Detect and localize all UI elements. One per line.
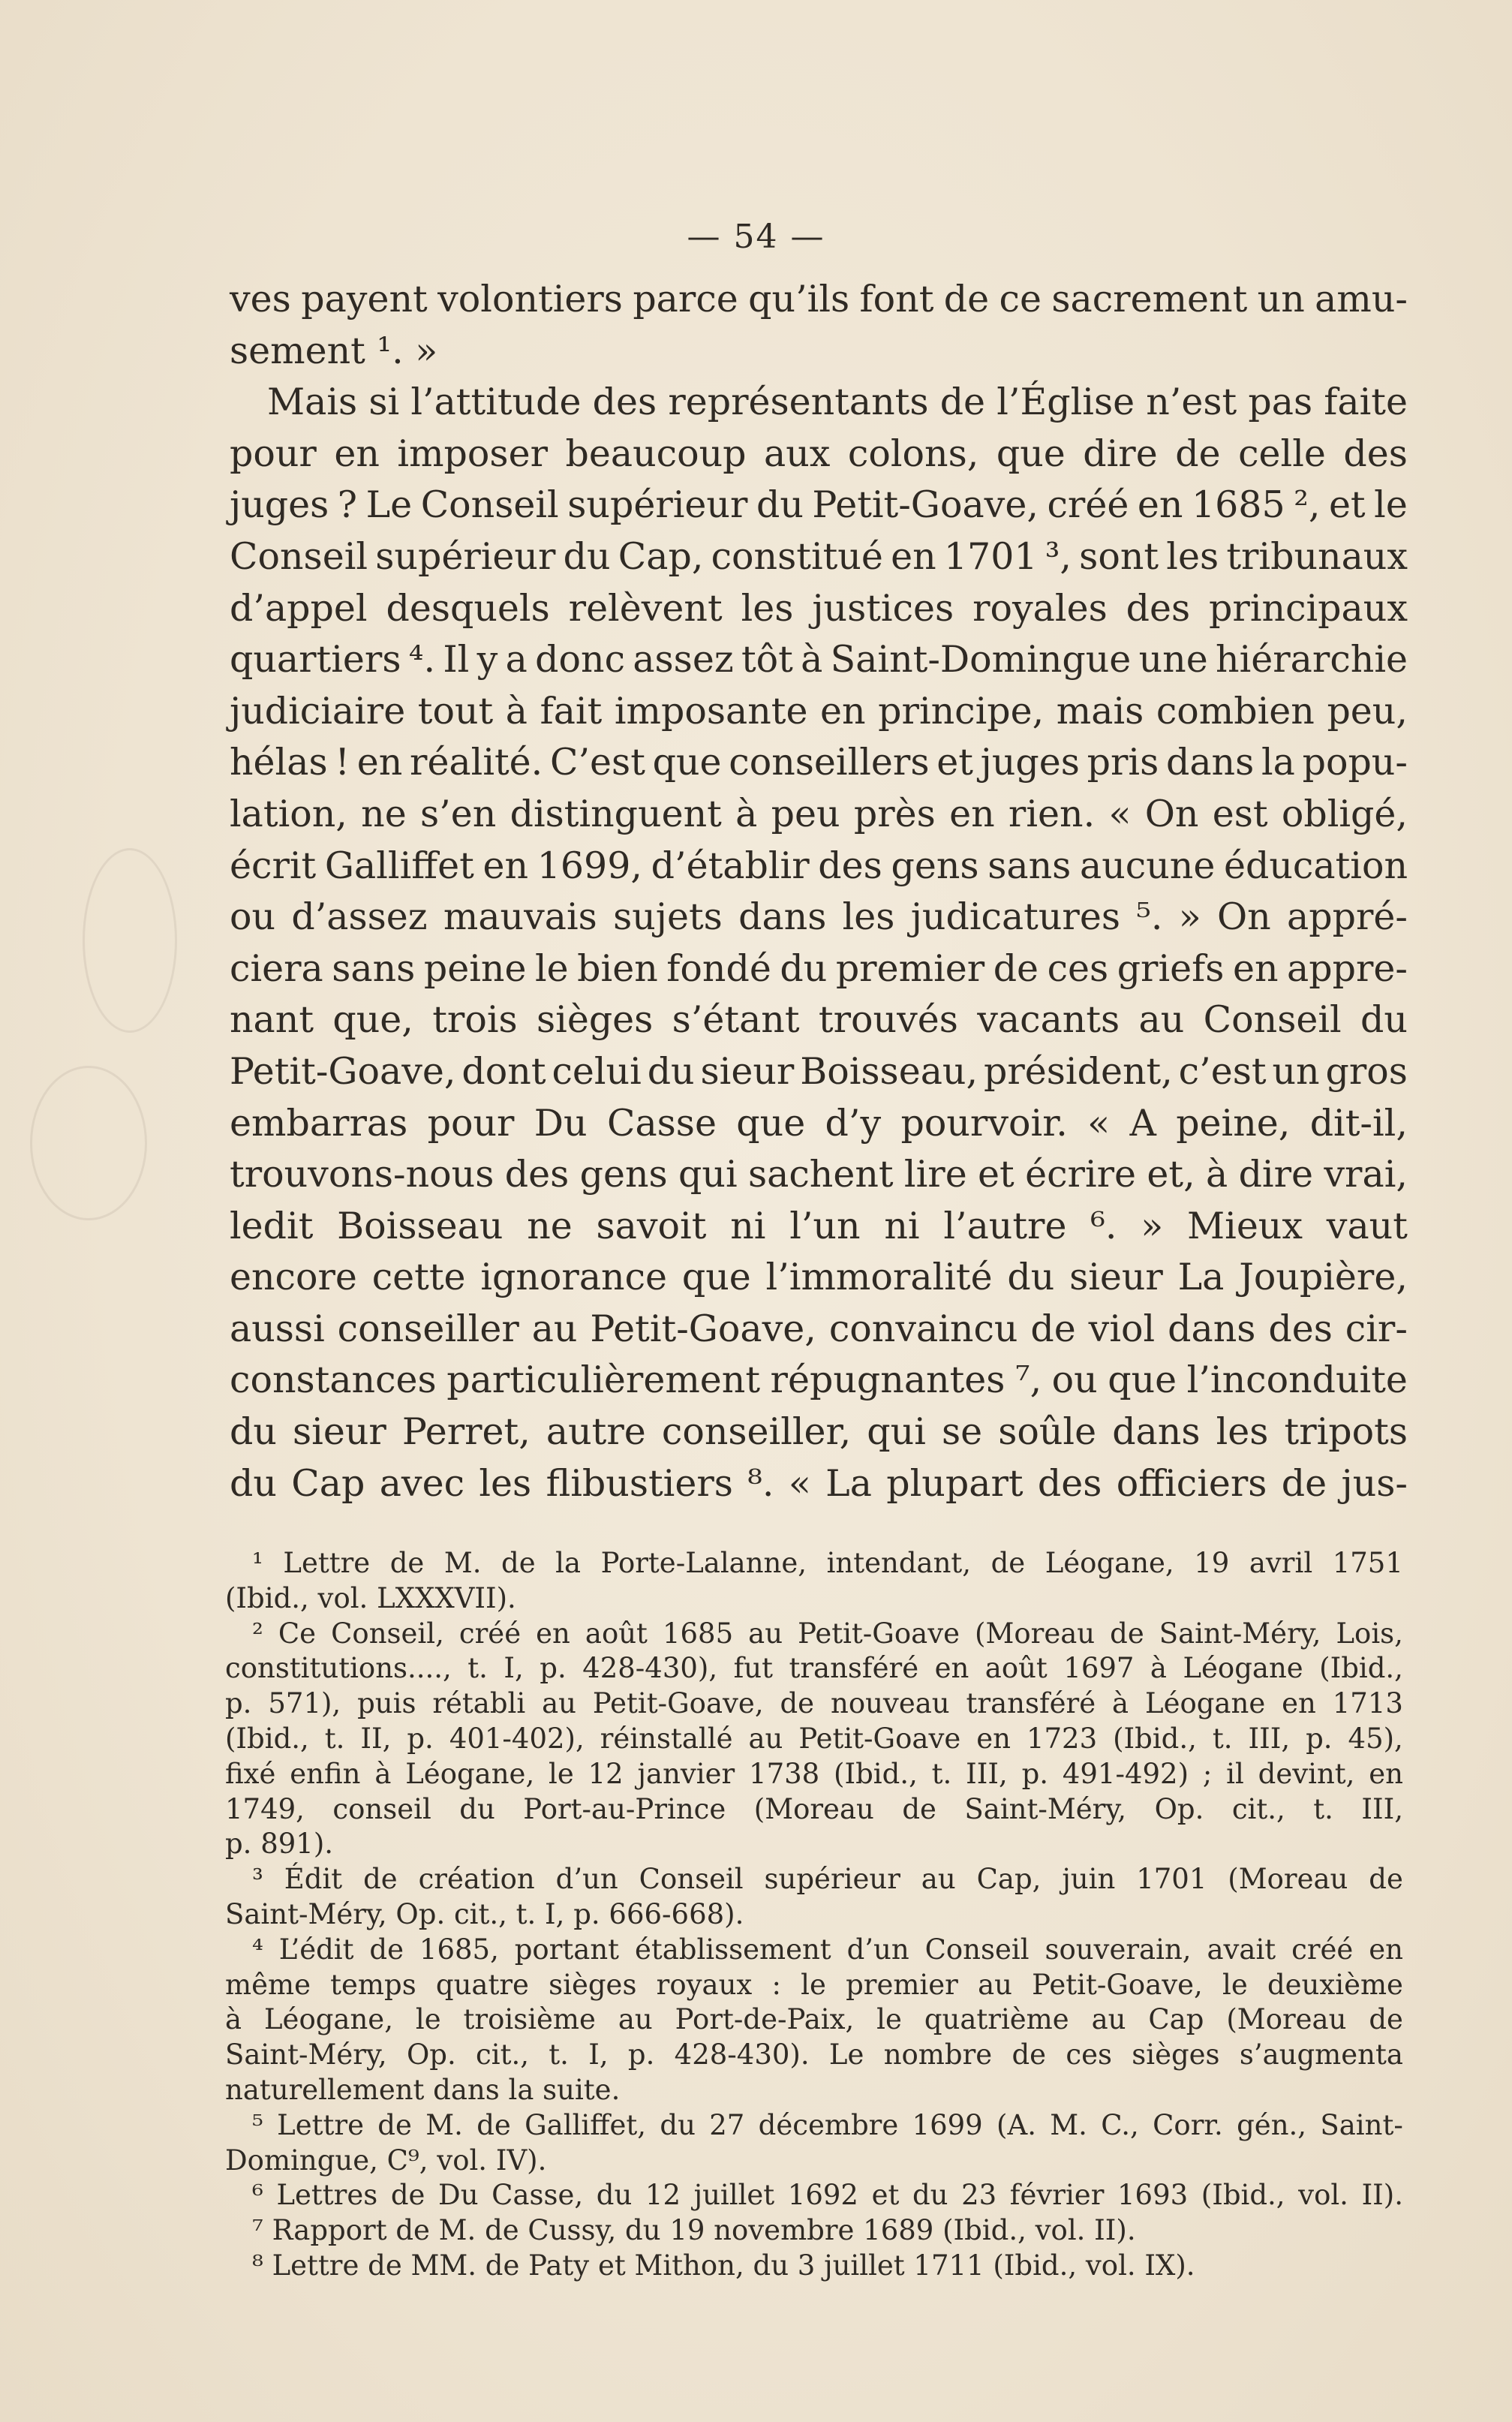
text-line: Petit-Goave, dont celui du sieur Boisseau, président, c’est un gros [230, 1049, 1408, 1093]
text-line: du sieur Perret, autre conseiller, qui se soûle dans les tripots [230, 1410, 1408, 1454]
footnote-line: ⁵ Lettre de M. de Galliffet, du 27 décembre 1699 (A. M. C., Corr. gén., Saint- [252, 2108, 1403, 2141]
page-number: — 54 — [687, 218, 825, 256]
footnote-line: (Ibid., vol. LXXXVII). [225, 1581, 516, 1614]
main-text [230, 274, 1408, 1509]
text-line: écrit Galliffet en 1699, d’établir des gens sans aucune éducation [230, 844, 1408, 887]
text-line: Mais si l’attitude des représentants de l’Église n’est pas faite [267, 381, 1408, 424]
footnote-line: Saint-Méry, Op. cit., t. I, p. 428-430). Le nombre de ces sièges s’augmenta [225, 2038, 1403, 2071]
text-line: quartiers ⁴. Il y a donc assez tôt à Saint-Domingue une hiérarchie [230, 638, 1408, 681]
footnote-line: (Ibid., t. II, p. 401-402), réinstallé au Petit-Goave en 1723 (Ibid., t. III, p. 45), [225, 1722, 1403, 1755]
footnote-line: ⁸ Lettre de MM. de Paty et Mithon, du 3 juillet 1711 (Ibid., vol. IX). [252, 2249, 1195, 2282]
footnote-line: fixé enfin à Léogane, le 12 janvier 1738 (Ibid., t. III, p. 491-492) ; il devint, en [225, 1757, 1403, 1790]
text-line: aussi conseiller au Petit-Goave, convaincu de viol dans des cir- [230, 1307, 1408, 1350]
text-line: pour en imposer beaucoup aux colons, que dire de celle des [230, 432, 1408, 475]
text-line: lation, ne s’en distinguent à peu près en rien. « On est obligé, [230, 792, 1408, 835]
text-line: ves payent volontiers parce qu’ils font de ce sacrement un amu- [230, 278, 1408, 320]
footnote-line: ⁷ Rapport de M. de Cussy, du 19 novembre 1689 (Ibid., vol. II). [252, 2214, 1136, 2247]
footnote-line: même temps quatre sièges royaux : le premier au Petit-Goave, le deuxième [225, 1968, 1403, 2001]
text-line: judiciaire tout à fait imposante en principe, mais combien peu, [230, 689, 1408, 733]
text-line: sement ¹. » [230, 329, 438, 372]
footnote-line: ² Ce Conseil, créé en août 1685 au Petit-Goave (Moreau de Saint-Méry, Lois, [252, 1617, 1403, 1650]
footnote-line: ⁴ L’édit de 1685, portant établissement d’un Conseil souverain, avait créé en [252, 1933, 1403, 1966]
text-line: juges ? Le Conseil supérieur du Petit-Goave, créé en 1685 ², et le [230, 483, 1408, 527]
footnote-line: constitutions...., t. I, p. 428-430), fut transféré en août 1697 à Léogane (Ibid., [225, 1652, 1403, 1685]
text-line: d’appel desquels relèvent les justices royales des principaux [230, 586, 1408, 630]
footnote-line: ⁶ Lettres de Du Casse, du 12 juillet 1692 et du 23 février 1693 (Ibid., vol. II). [252, 2179, 1403, 2212]
text-line: embarras pour Du Casse que d’y pourvoir. « A peine, dit-il, [230, 1101, 1408, 1145]
text-line: constances particulièrement répugnantes ⁷, ou que l’inconduite [230, 1358, 1408, 1402]
footnote-line: p. 891). [225, 1828, 334, 1861]
text-line: du Cap avec les flibustiers ⁸. « La plupart des officiers de jus- [230, 1461, 1408, 1505]
footnote-line: Saint-Méry, Op. cit., t. I, p. 666-668). [225, 1897, 744, 1930]
footnote-line: naturellement dans la suite. [225, 2073, 621, 2106]
text-line: nant que, trois sièges s’étant trouvés vacants au Conseil du [230, 998, 1408, 1042]
bleed-through-mark [83, 848, 177, 1033]
text-line: ciera sans peine le bien fondé du premier de ces griefs en appre- [230, 946, 1408, 990]
bleed-through-mark [30, 1066, 147, 1220]
footnote-line: ¹ Lettre de M. de la Porte-Lalanne, intendant, de Léogane, 19 avril 1751 [252, 1547, 1403, 1579]
footnote-line: 1749, conseil du Port-au-Prince (Moreau de Saint-Méry, Op. cit., t. III, [225, 1792, 1403, 1825]
text-line: encore cette ignorance que l’immoralité du sieur La Joupière, [230, 1256, 1408, 1299]
text-line: hélas ! en réalité. C’est que conseillers et juges pris dans la popu- [230, 741, 1408, 784]
text-line: trouvons-nous des gens qui sachent lire et écrire et, à dire vrai, [230, 1153, 1408, 1196]
text-line: Conseil supérieur du Cap, constitué en 1701 ³, sont les tribunaux [230, 534, 1408, 578]
text-line: ou d’assez mauvais sujets dans les judicatures ⁵. » On appré- [230, 895, 1408, 939]
footnotes [225, 1546, 1403, 2284]
text-line: ledit Boisseau ne savoit ni l’un ni l’autre ⁶. » Mieux vaut [230, 1204, 1408, 1247]
footnote-line: p. 571), puis rétabli au Petit-Goave, de nouveau transféré à Léogane en 1713 [225, 1687, 1403, 1720]
footnote-line: à Léogane, le troisième au Port-de-Paix, le quatrième au Cap (Moreau de [225, 2003, 1403, 2036]
footnote-line: Domingue, C⁹, vol. IV). [225, 2144, 547, 2177]
footnote-line: ³ Édit de création d’un Conseil supérieur au Cap, juin 1701 (Moreau de [252, 1863, 1403, 1896]
